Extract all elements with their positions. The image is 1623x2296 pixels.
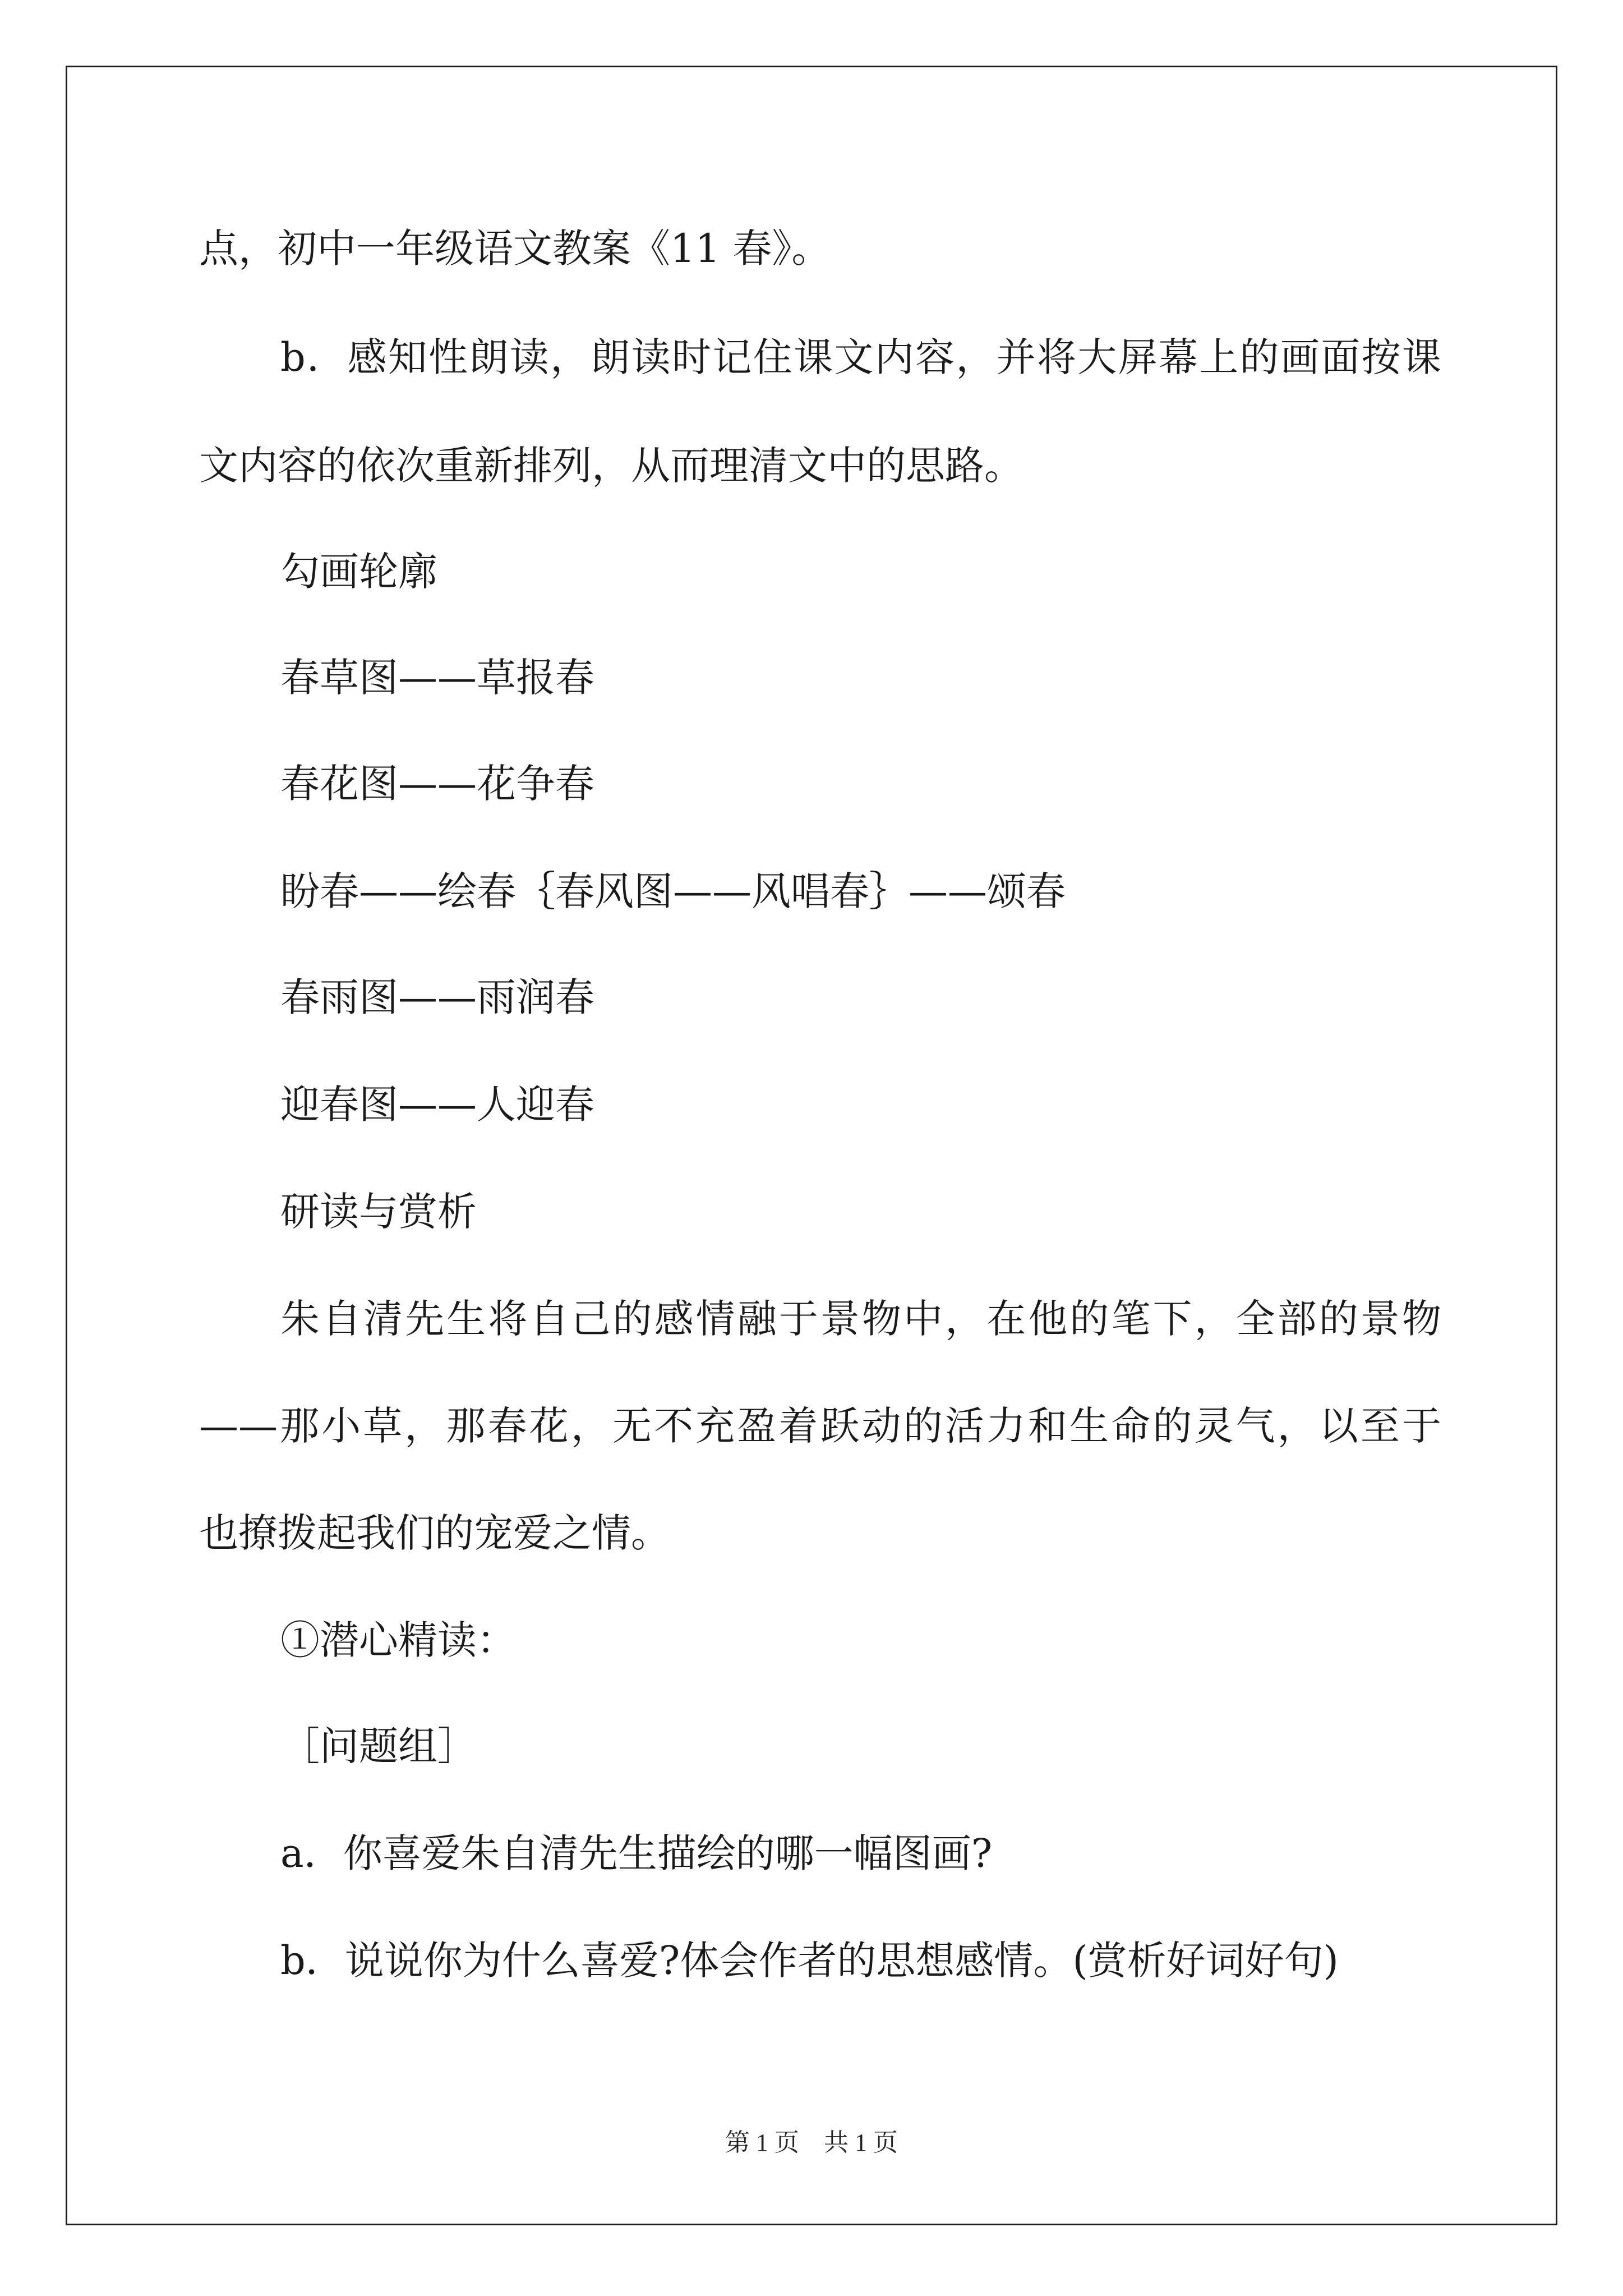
page-footer: 第 1 页 共 1 页 xyxy=(725,2129,898,2156)
paragraph-line: 也撩拨起我们的宠爱之情。 xyxy=(199,1510,670,1556)
outline-item: 迎春图——人迎春 xyxy=(280,1082,594,1128)
outline-item: 春雨图——雨润春 xyxy=(280,974,594,1020)
question-item: a．你喜爱朱自清先生描绘的哪一幅图画? xyxy=(280,1830,993,1876)
paragraph-line: ［问题组］ xyxy=(280,1723,477,1769)
outline-item: 春花图——花争春 xyxy=(280,761,594,807)
paragraph-line: 点，初中一年级语文教案《11 春》。 xyxy=(199,226,831,272)
section-heading: 勾画轮廓 xyxy=(280,549,437,595)
paragraph-line: 朱自清先生将自己的感情融于景物中，在他的笔下，全部的景物 xyxy=(280,1296,1441,1342)
page-border xyxy=(66,66,1557,2225)
outline-item: 盼春——绘春｛春风图——风唱春｝——颂春 xyxy=(280,868,1066,914)
section-heading: 研读与赏析 xyxy=(280,1189,477,1235)
paragraph-line: 文内容的依次重新排列，从而理清文中的思路。 xyxy=(199,443,1023,489)
paragraph-line: ①潜心精读： xyxy=(280,1617,516,1663)
outline-item: 春草图——草报春 xyxy=(280,655,594,701)
question-item: b．说说你为什么喜爱?体会作者的思想感情。(赏析好词好句) xyxy=(280,1938,1339,1984)
paragraph-line: ——那小草，那春花，无不充盈着跃动的活力和生命的灵气，以至于 xyxy=(199,1403,1441,1449)
paragraph-line: b．感知性朗读，朗读时记住课文内容，并将大屏幕上的画面按课 xyxy=(280,334,1441,380)
